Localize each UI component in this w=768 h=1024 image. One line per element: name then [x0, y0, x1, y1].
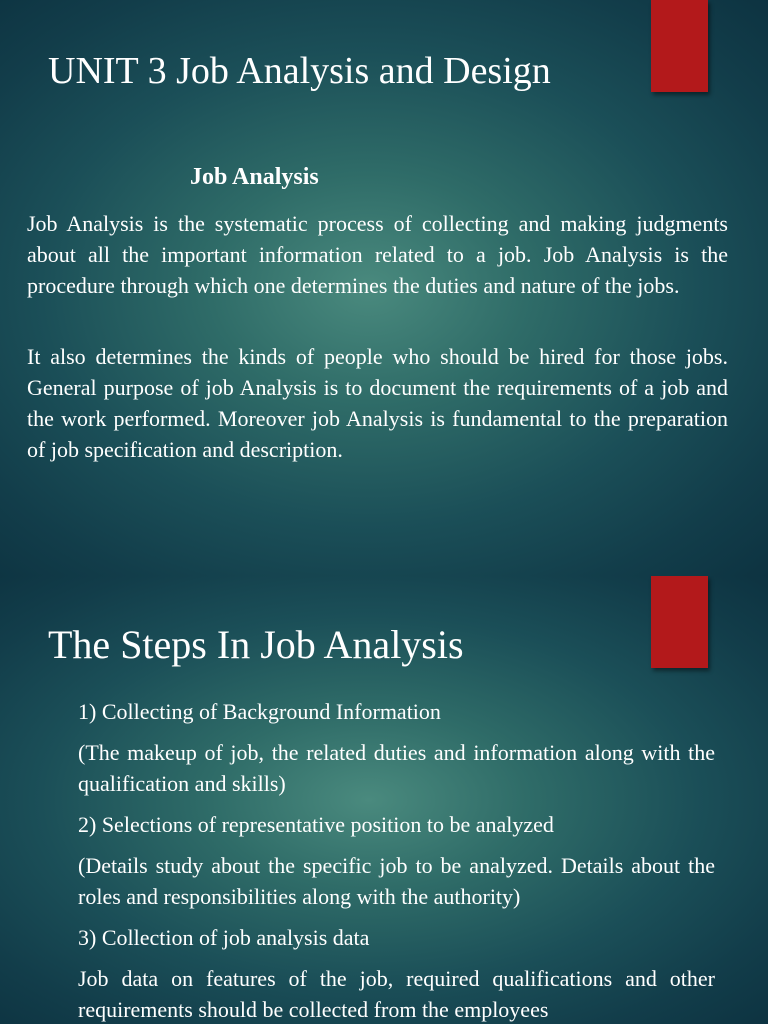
paragraph-definition: Job Analysis is the systematic process of collecting and making judgments about all the important information related to a job. Job Analysis is the procedure through which one determines the duties and nature of the jobs.: [27, 211, 728, 298]
step-description: (The makeup of job, the related duties and information along with the qualification and skills): [78, 740, 715, 796]
slide-subheading: Job Analysis: [190, 164, 319, 190]
steps-list: [78, 696, 715, 1024]
step-item: 1) Collecting of Background Information: [78, 699, 441, 724]
slide-steps: [0, 576, 768, 1024]
step-description: Job data on features of the job, required qualifications and other requirements should be collected from the employees: [78, 966, 715, 1022]
step-description: (Details study about the specific job to be analyzed. Details about the roles and responsibilities along with the authority): [78, 853, 715, 909]
accent-bar: [651, 576, 708, 668]
step-item: 3) Collection of job analysis data: [78, 925, 370, 950]
step-item: 2) Selections of representative position to be analyzed: [78, 812, 554, 837]
slide-title: UNIT 3 Job Analysis and Design: [48, 50, 551, 92]
accent-bar: [651, 0, 708, 92]
slide-title: The Steps In Job Analysis: [48, 622, 464, 667]
paragraph-purpose: It also determines the kinds of people who should be hired for those jobs. General purpose of job Analysis is to document the requirements of a job and the work performed. Moreover job Analysis is fundamental to the preparation of job specification and description.: [27, 344, 728, 462]
